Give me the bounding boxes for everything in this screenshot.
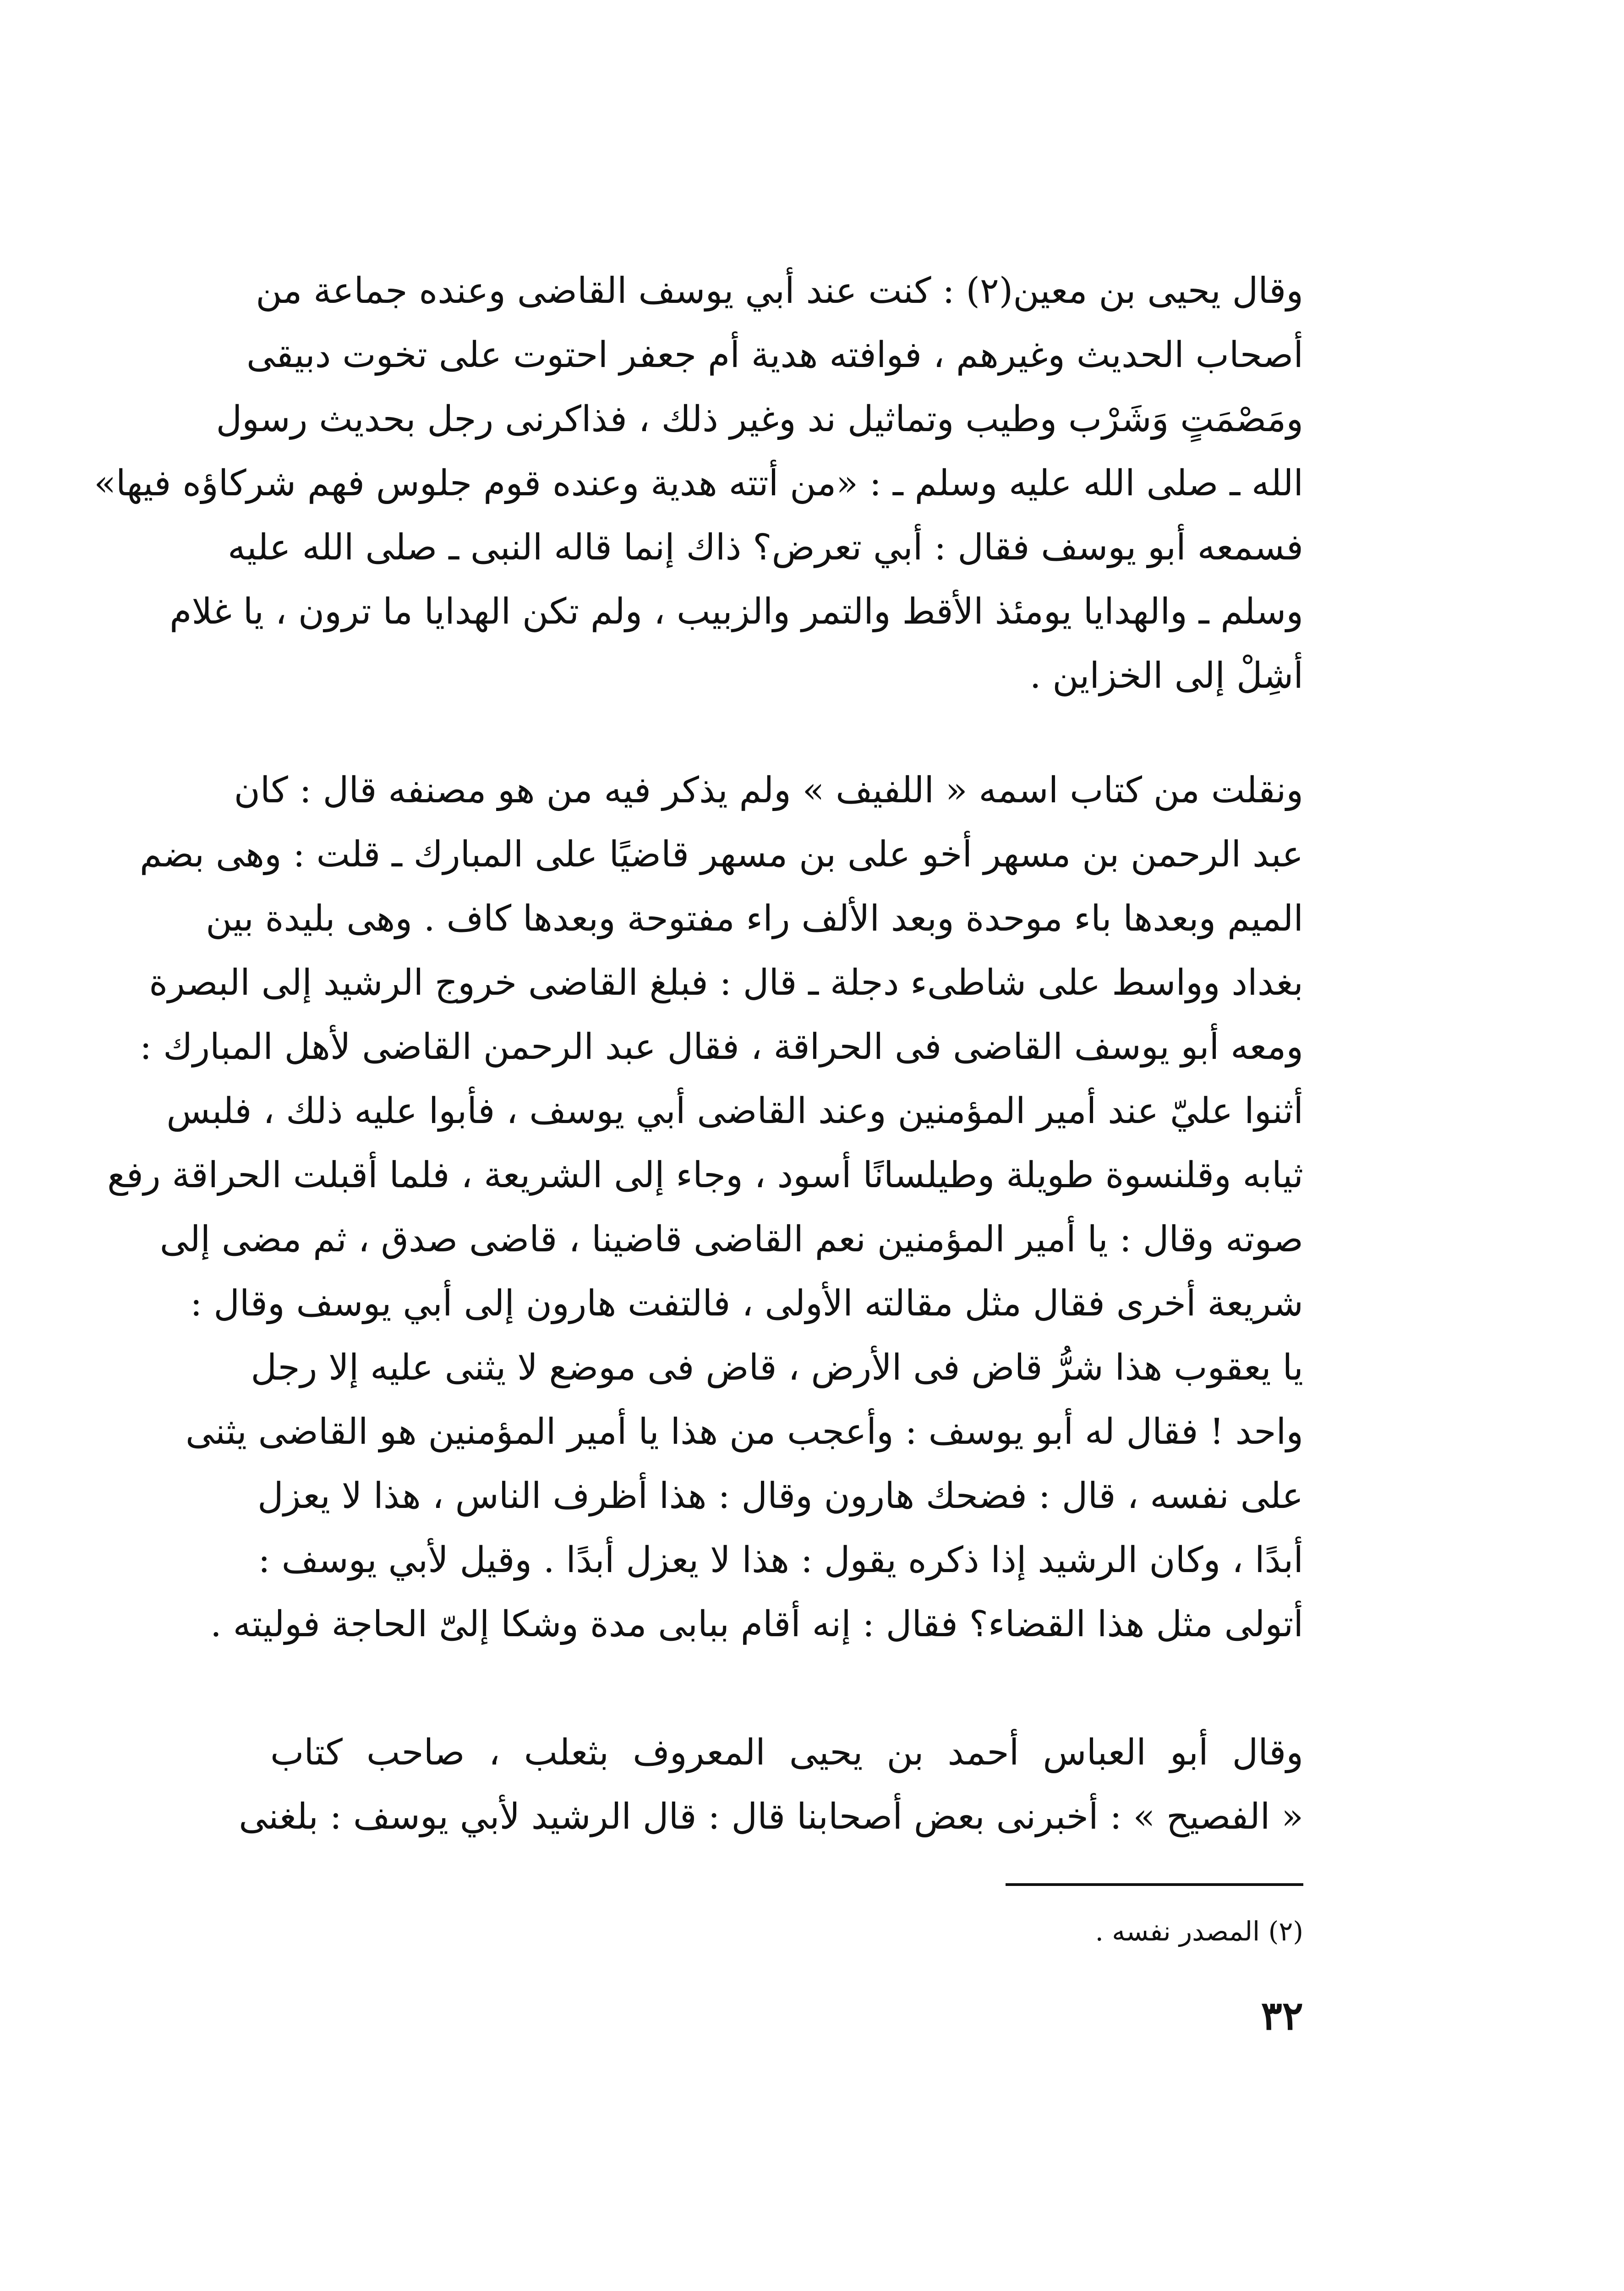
text-line: ونقلت من كتاب اسمه « اللفيف » ولم يذكر فيه من هو مصنفه قال : كان bbox=[234, 770, 1303, 811]
text-line: شريعة أخرى فقال مثل مقالته الأولى ، فالتفت هارون إلى أبي يوسف وقال : bbox=[190, 1283, 1303, 1324]
text-line: « الفصيح » : أخبرنى بعض أصحابنا قال : قال الرشيد لأبي يوسف : بلغنى bbox=[239, 1796, 1303, 1837]
page-number: ٣٢ bbox=[1261, 1993, 1303, 2039]
paragraph-yahya-ibn-main bbox=[94, 259, 1303, 708]
text-line: أثنوا عليّ عند أمير المؤمنين وعند القاضى أبي يوسف ، فأبوا عليه ذلك ، فلبس bbox=[166, 1091, 1303, 1132]
footnote-divider bbox=[1006, 1883, 1303, 1886]
text-line: ومعه أبو يوسف القاضى فى الحراقة ، فقال عبد الرحمن القاضى لأهل المبارك : bbox=[140, 1026, 1303, 1068]
footnote: (٢) المصدر نفسه . bbox=[1095, 1916, 1303, 1947]
text-line: وقال أبو العباس أحمد بن يحيى المعروف بثعلب ، صاحب كتاب bbox=[270, 1732, 1303, 1773]
text-line: على نفسه ، قال : فضحك هارون وقال : هذا أظرف الناس ، هذا لا يعزل bbox=[257, 1475, 1303, 1517]
text-line: أصحاب الحديث وغيرهم ، فوافته هدية أم جعفر احتوت على تخوت دبيقى bbox=[246, 334, 1303, 376]
text-line: فسمعه أبو يوسف فقال : أبي تعرض؟ ذاك إنما قاله النبى ـ صلى الله عليه bbox=[227, 527, 1303, 568]
paragraph-thalab bbox=[239, 1721, 1303, 1849]
text-line: ومَصْمَتٍ وَشَرْب وطيب وتماثيل ند وغير ذلك ، فذاكرنى رجل بحديث رسول bbox=[216, 399, 1303, 440]
text-line: واحد ! فقال له أبو يوسف : وأعجب من هذا يا أمير المؤمنين هو القاضى يثنى bbox=[186, 1411, 1303, 1452]
text-line: صوته وقال : يا أمير المؤمنين نعم القاضى قاضينا ، قاضى صدق ، ثم مضى إلى bbox=[159, 1219, 1303, 1260]
text-line: وقال يحيى بن معين(٢) : كنت عند أبي يوسف القاضى وعنده جماعة من bbox=[256, 270, 1303, 312]
paragraph-al-lafif bbox=[107, 758, 1303, 1656]
text-line: عبد الرحمن بن مسهر أخو على بن مسهر قاضيًا على المبارك ـ قلت : وهى بضم bbox=[139, 834, 1303, 875]
text-line: ثيابه وقلنسوة طويلة وطيلسانًا أسود ، وجاء إلى الشريعة ، فلما أقبلت الحراقة رفع bbox=[107, 1155, 1303, 1196]
text-line: بغداد وواسط على شاطىء دجلة ـ قال : فبلغ القاضى خروج الرشيد إلى البصرة bbox=[149, 962, 1303, 1003]
text-line: يا يعقوب هذا شرُّ قاض فى الأرض ، قاض فى موضع لا يثنى عليه إلا رجل bbox=[251, 1347, 1303, 1388]
text-line: أشِلْ إلى الخزاين . bbox=[1029, 655, 1303, 696]
text-line: وسلم ـ والهدايا يومئذ الأقط والتمر والزبيب ، ولم تكن الهدايا ما ترون ، يا غلام bbox=[170, 591, 1303, 632]
text-line: الله ـ صلى الله عليه وسلم ـ : «من أتته هدية وعنده قوم جلوس فهم شركاؤه فيها» bbox=[94, 463, 1303, 504]
text-line: الميم وبعدها باء موحدة وبعد الألف راء مفتوحة وبعدها كاف . وهى بليدة بين bbox=[206, 898, 1303, 939]
text-line: أتولى مثل هذا القضاء؟ فقال : إنه أقام ببابى مدة وشكا إلىّ الحاجة فوليته . bbox=[210, 1604, 1303, 1645]
text-line: أبدًا ، وكان الرشيد إذا ذكره يقول : هذا لا يعزل أبدًا . وقيل لأبي يوسف : bbox=[258, 1540, 1303, 1581]
